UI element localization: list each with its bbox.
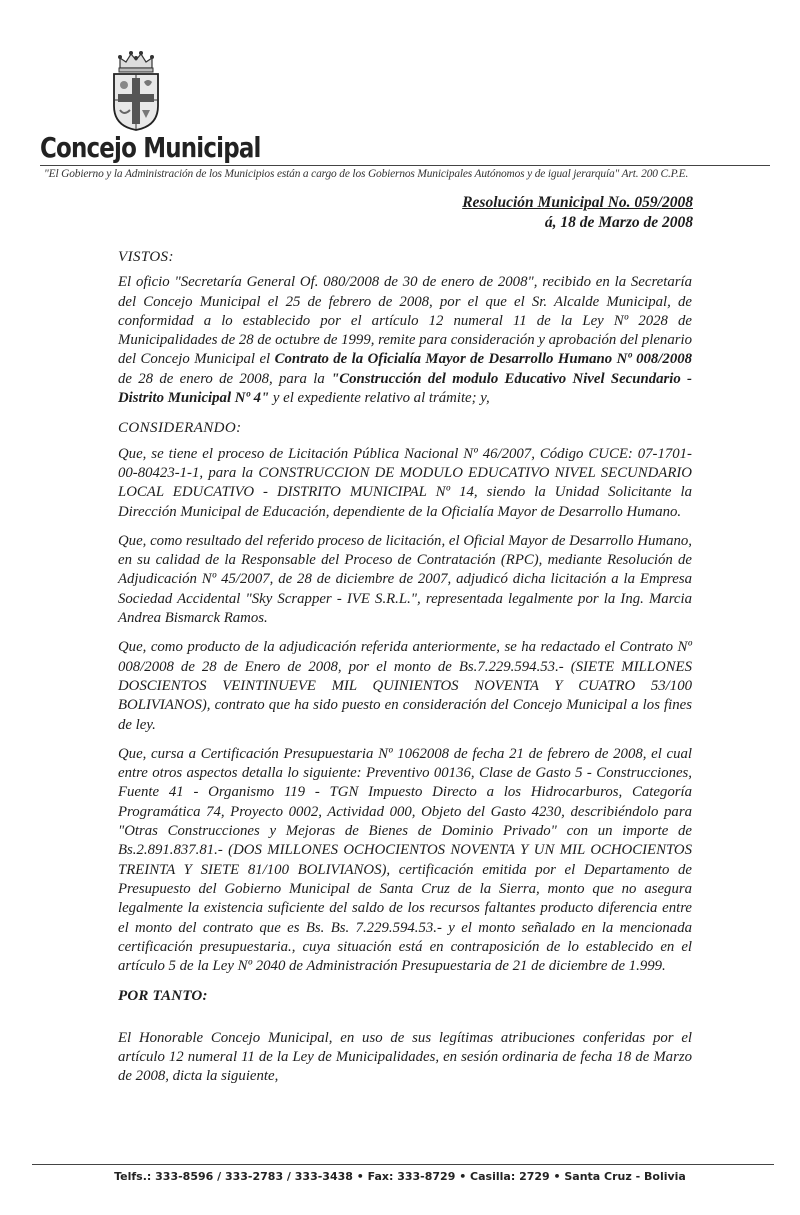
considerando-paragraph-1: Que, se tiene el proceso de Licitación Pública Nacional Nº 46/2007, Código CUCE: 07-1701-00-80423-1-1, para la CONSTRUCCION DE MODULO EDUCATIVO NIVEL SECUNDARIO LOCAL EDUCATIVO - DISTRITO MUNICIPAL Nº 14, siendo la Unidad Solicitante la Dirección Municipal de Educación, dependiente de la Oficialía Mayor de Desarrollo Humano. [118,445,692,520]
por-tanto-heading: POR TANTO: [118,988,208,1005]
organization-name: Concejo Municipal [40,131,261,164]
footer-divider [32,1164,774,1165]
resolution-block [462,193,693,233]
vistos-text-3: y el expediente relativo al trámite; y, [269,390,490,407]
considerando-paragraph-2: Que, como resultado del referido proceso de licitación, el Oficial Mayor de Desarrollo Humano, en su calidad de la Responsable del Proceso de Contratación (RPC), mediante Resolución de Adjudicación Nº 45/2007, de 28 de diciembre de 2007, adjudicó dicha licitación a la Empresa Sociedad Accidental "Sky Scrapper - IVE S.R.L.", representada legalmente por la Ing. Marcia Andrea Bismarck Ramos. [118,532,692,627]
vistos-heading: VISTOS: [118,249,174,265]
por-tanto-paragraph: El Honorable Concejo Municipal, en uso de sus legítimas atribuciones conferidas por el artículo 12 numeral 11 de la Ley de Municipalidades, en sesión ordinaria de fecha 18 de Marzo de 2008, dicta la siguiente, [118,1029,692,1085]
municipal-coat-of-arms-icon [106,48,166,132]
vistos-text-1: El oficio "Secretaría General Of. 080/2008 de 30 de enero de 2008", recibido en la Secretaría del Concejo Municipal el 25 de febrero de 2008, por el que el Sr. Alcalde Municipal, de conformidad a lo establecido por el artículo 12 numeral 11 de la Ley Nº 2028 de Municipalidades de 28 de octubre de 1999, remite para consideración y aprobación del plenario del Concejo Municipal el [118,274,692,368]
header-divider [40,165,770,166]
constitutional-quote: "El Gobierno y la Administración de los Municipios están a cargo de los Gobiernos Municipales Autónomos y de igual jerarquía" Art. 200 C.P.E. [44,168,689,180]
considerando-paragraph-3: Que, como producto de la adjudicación referida anteriormente, se ha redactado el Contrato Nº 008/2008 de 28 de Enero de 2008, por el monto de Bs.7.229.594.53.- (SIETE MILLONES DOSCIENTOS VEINTINUEVE MIL QUINIENTOS NOVENTA Y CUATRO 53/100 BOLIVIANOS), contrato que ha sido puesto en consideración del Concejo Municipal a los fines de ley. [118,639,692,733]
resolution-date: á, 18 de Marzo de 2008 [544,214,693,231]
footer-contact: Telfs.: 333-8596 / 333-2783 / 333-3438 • Fax: 333-8729 • Casilla: 2729 • Santa Cruz - Bolivia [114,1170,686,1183]
vistos-text-2: de 28 de enero de 2008, para la [118,370,332,387]
contract-reference: Contrato de la Oficialía Mayor de Desarrollo Humano Nº 008/2008 [274,351,693,368]
document-body [118,248,692,1097]
project-title: "Construcción del modulo Educativo Nivel Secundario - Distrito Municipal Nº 4" [118,370,692,407]
considerando-paragraph-4: Que, cursa a Certificación Presupuestaria Nº 1062008 de fecha 21 de febrero de 2008, el cual entre otros aspectos detalla lo siguiente: Preventivo 00136, Clase de Gasto 5 - Construcciones, Fuente 41 - Organismo 119 - TGN Impuesto Directo a los Hidrocarburos, Categoría Programática 74, Proyecto 0002, Actividad 000, Objeto del Gasto 4230, describiéndolo para "Otras Construcciones y Mejoras de Bienes de Dominio Privado" con un importe de Bs.2.891.837.81.- (DOS MILLONES OCHOCIENTOS NOVENTA Y UN MIL OCHOCIENTOS TREINTA Y SIETE 81/100 BOLIVIANOS), certificación emitida por el Departamento de Presupuesto del Gobierno Municipal de Santa Cruz de la Sierra, monto que no asegura legalmente la existencia suficiente del saldo de los recursos faltantes producto diferencia entre el monto del contrato que es Bs. Bs. 7.229.594.53.- y el monto señalado en la mencionada certificación presupuestaria., cuya situación está en contraposición de lo establecido en el artículo 5 de la Ley Nº 2040 de Administración Presupuestaria de 21 de diciembre de 1.999. [118,745,692,975]
vistos-paragraph [118,273,692,408]
considerando-heading: CONSIDERANDO: [118,420,242,437]
resolution-number: Resolución Municipal No. 059/2008 [462,194,693,211]
